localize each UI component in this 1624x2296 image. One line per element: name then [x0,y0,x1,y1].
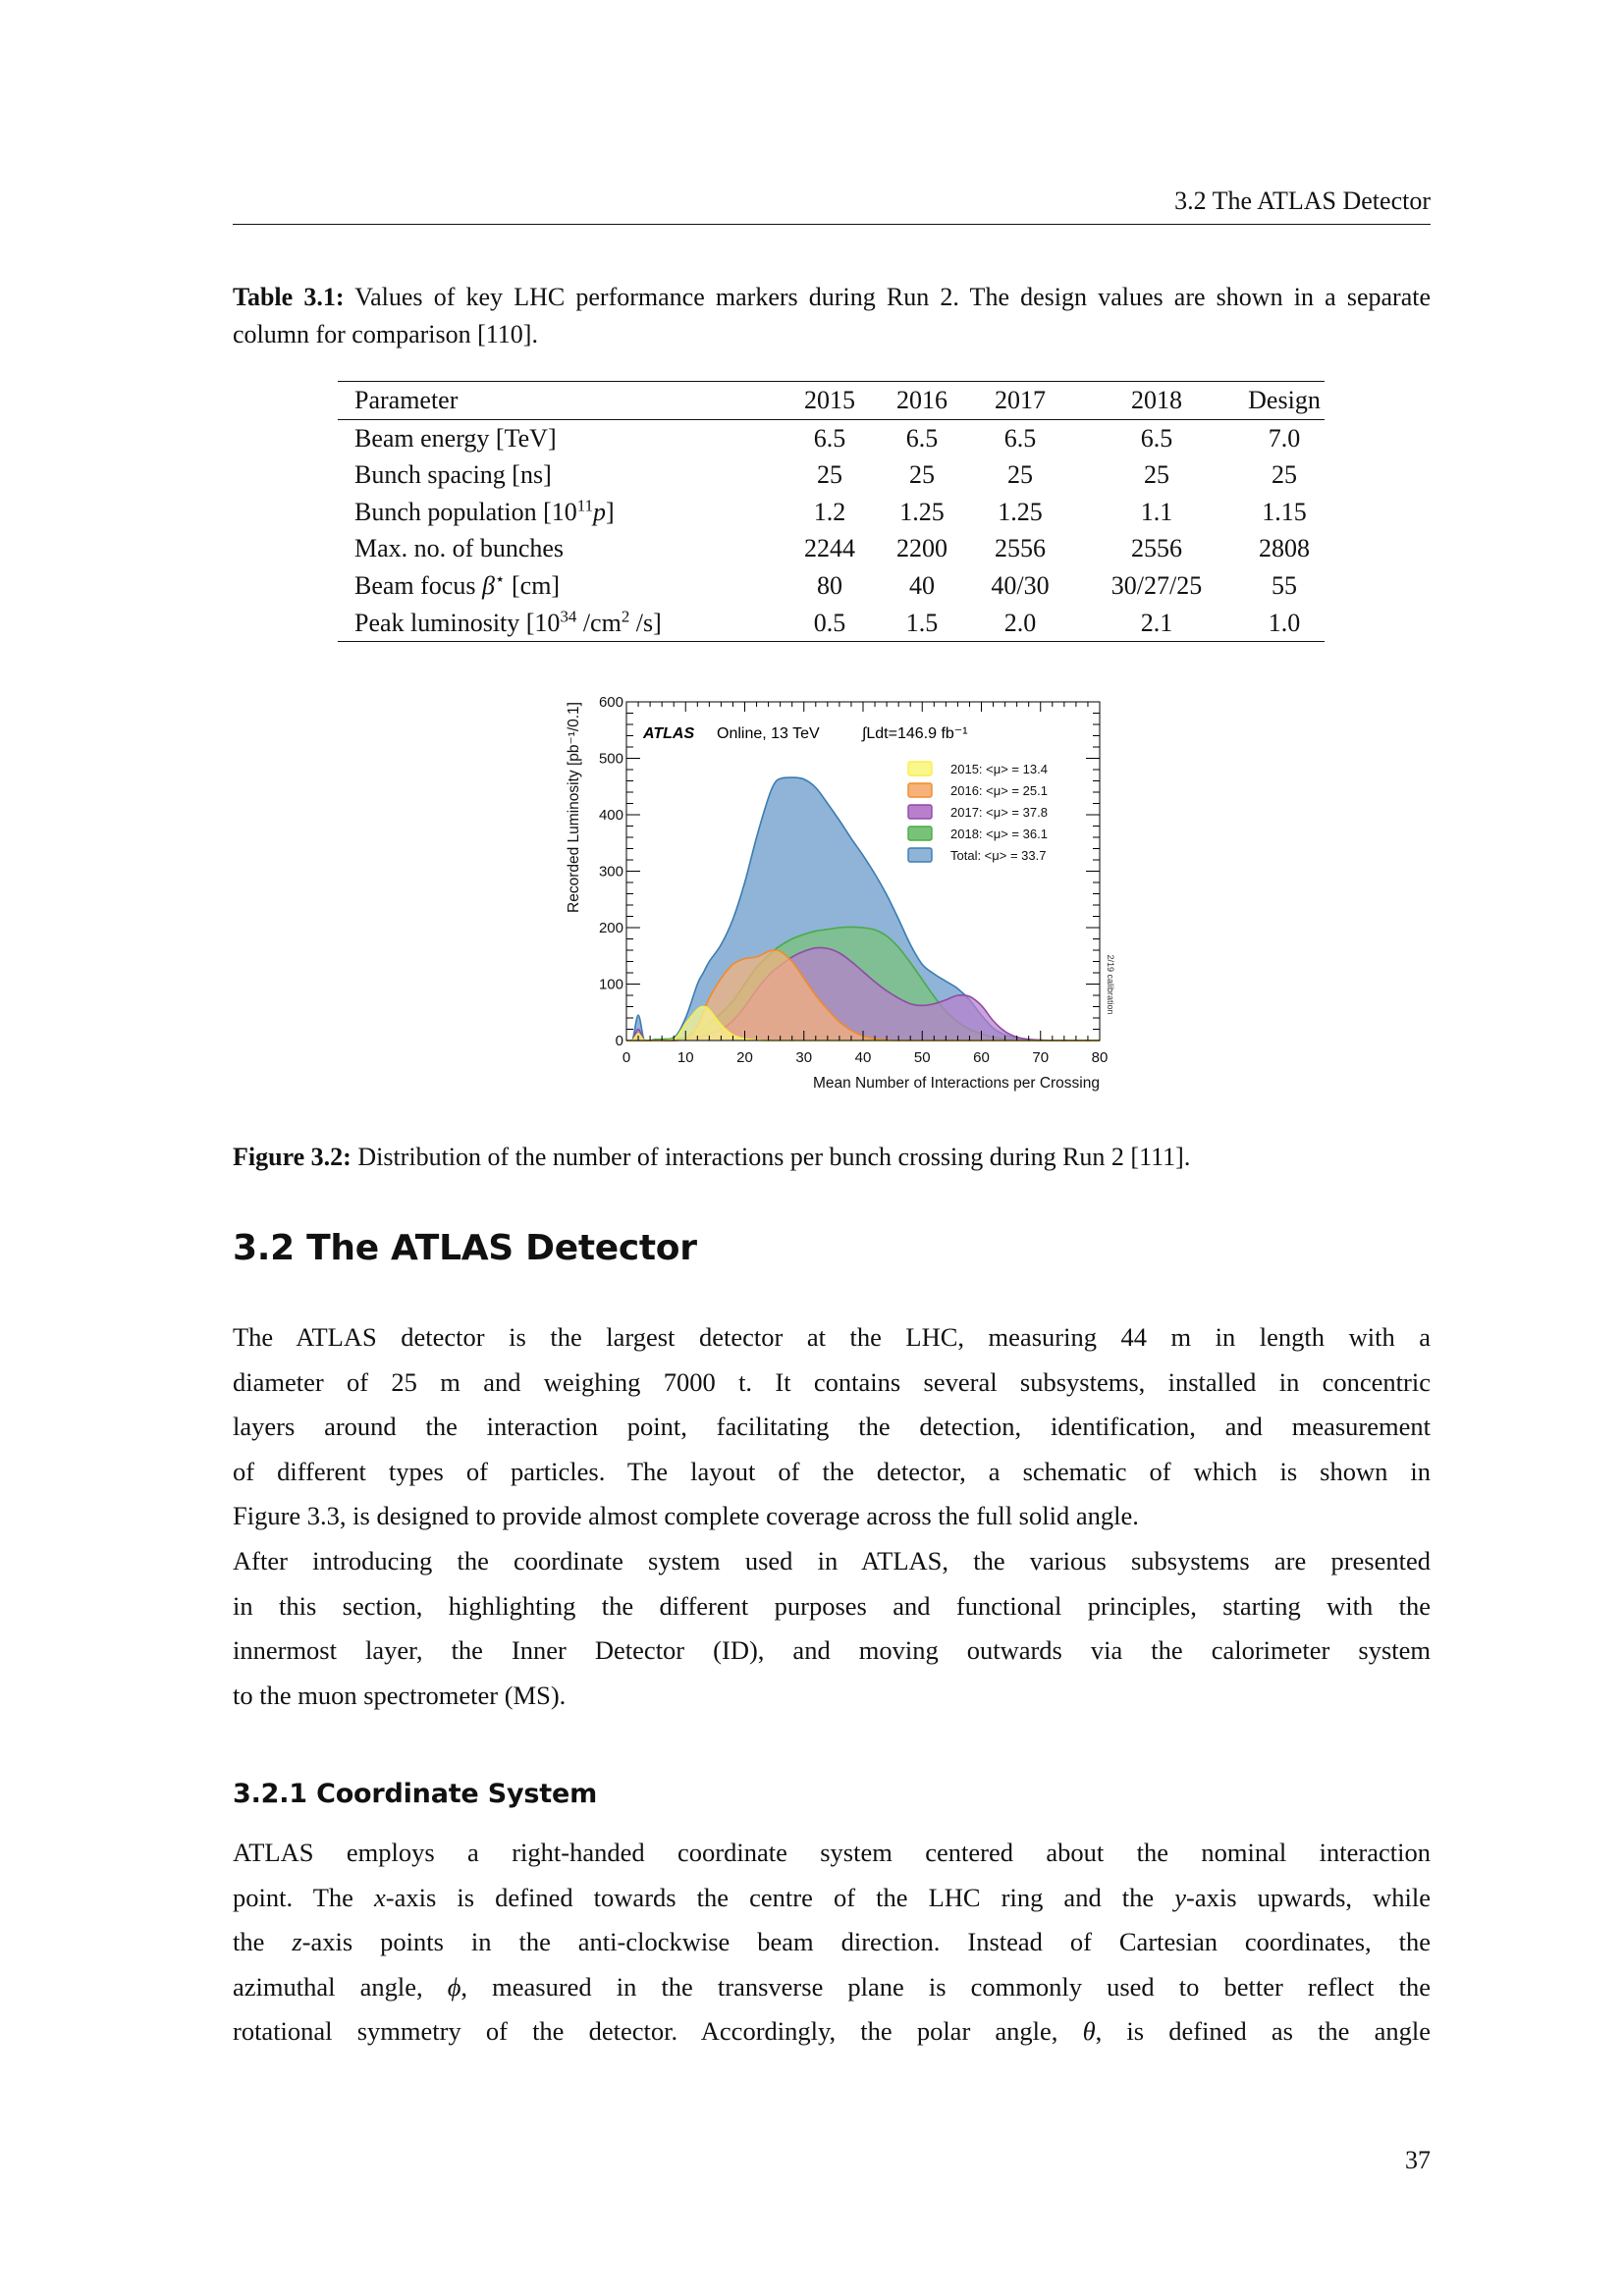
value-cell: 2.1 [1140,608,1173,637]
x-tick-label: 80 [1091,1049,1109,1066]
value-cell: 25 [1144,460,1169,490]
legend-label: 2018: <μ> = 36.1 [950,827,1048,841]
value-cell: 1.1 [1140,497,1173,526]
value-cell: 6.5 [1140,423,1173,453]
value-cell: 2556 [995,534,1046,563]
text-line: diameter of 25 m and weighing 7000 t. It contains several subsystems, installed in concentric [233,1366,1431,1397]
atlas-label: ATLAS [643,725,695,742]
param-text: /s] [629,608,662,637]
calibration-label: 2/19 calibration [1106,954,1115,1015]
table-caption [233,279,1431,353]
value-cell: 40/30 [991,570,1050,600]
text-line: in this section, highlighting the different purposes and functional principles, starting with the [233,1590,1431,1621]
subsection-heading: 3.2.1 Coordinate System [233,1779,598,1809]
performance-table [338,381,1325,642]
math-symbol: x [374,1882,386,1912]
subsection-paragraph [233,1831,1431,2055]
value-cell: 40 [909,570,935,600]
param-cell: Beam energy [TeV] [354,423,557,453]
x-tick-label: 60 [973,1049,990,1066]
param-sup: 2 [621,606,630,625]
param-cell [338,605,786,642]
value-cell: 2808 [1259,534,1310,563]
table-caption-label: Table 3.1: [233,283,345,311]
value-cell: 2244 [804,534,855,563]
param-text: Beam focus [354,570,482,600]
text-line: Figure 3.3, is designed to provide almost complete coverage across the full solid angle. [233,1501,1139,1531]
legend-label: Total: <μ> = 33.7 [950,848,1047,863]
x-tick-label: 70 [1032,1049,1050,1066]
value-cell: 2556 [1131,534,1182,563]
y-tick-label: 300 [598,863,623,881]
integrated-lumi-label: ∫Ldt=146.9 fb⁻¹ [862,725,968,742]
y-axis-label: Recorded Luminosity [pb⁻¹/0.1] [566,702,582,913]
text-line: rotational symmetry of the detector. Accordingly, the polar angle, θ, is defined as the angle [233,2016,1431,2047]
value-cell: 1.25 [998,497,1043,526]
param-italic: p [593,497,607,526]
legend-swatch [908,762,932,775]
header-2015: 2015 [804,386,855,414]
y-tick-label: 0 [615,1033,623,1049]
text-line: the z-axis points in the anti-clockwise beam direction. Instead of Cartesian coordinates, the [233,1927,1432,1957]
param-cell [338,494,786,531]
x-tick-label: 50 [913,1049,931,1066]
page-number: 37 [1405,2146,1431,2174]
value-cell: 2200 [896,534,947,563]
section-paragraph-2 [233,1539,1431,1718]
table-caption-text: Values of key LHC performance markers during Run 2. The design values are shown in a separate column for comparison [110]. [233,283,1431,348]
header-2017: 2017 [995,386,1046,414]
math-symbol: y [1174,1882,1187,1912]
value-cell: 1.2 [813,497,846,526]
value-cell: 6.5 [1003,423,1037,453]
value-cell: 30/27/25 [1110,570,1203,600]
running-head: 3.2 The ATLAS Detector [1174,187,1431,215]
x-tick-label: 20 [736,1049,753,1066]
figure-caption-text: Distribution of the number of interactions per bunch crossing during Run 2 [111]. [351,1143,1191,1171]
param-text: Peak luminosity [10 [354,608,561,637]
legend-swatch [908,848,932,862]
value-cell: 55 [1272,570,1297,600]
text-line: of different types of particles. The layout of the detector, a schematic of which is shown in [233,1456,1431,1486]
value-cell: 80 [817,570,842,600]
legend-label: 2017: <μ> = 37.8 [950,805,1048,820]
figure-caption [233,1139,1431,1176]
x-tick-label: 10 [677,1049,694,1066]
math-symbol: θ [1082,2016,1096,2047]
y-tick-label: 500 [598,750,623,768]
param-text: ] [606,497,615,526]
table-row [338,494,1325,531]
legend-label: 2016: <μ> = 25.1 [950,783,1048,798]
param-sup: 34 [560,606,577,625]
section-heading: 3.2 The ATLAS Detector [233,1228,697,1268]
param-sup: ⋆ [494,569,506,589]
text-line: The ATLAS detector is the largest detector at the LHC, measuring 44 m in length with a [233,1322,1431,1352]
param-italic: β [481,570,495,600]
section-paragraph-1 [233,1315,1431,1539]
x-tick-label: 0 [622,1049,631,1066]
math-symbol: z [292,1927,302,1957]
table-row [338,567,1325,605]
table-row [338,419,1325,456]
table-row [338,605,1325,642]
text-line: innermost layer, the Inner Detector (ID), and moving outwards via the calorimeter system [233,1635,1431,1666]
x-axis-label: Mean Number of Interactions per Crossing [812,1075,1100,1092]
math-symbol: ϕ [447,1971,461,2002]
value-cell: 2.0 [1003,608,1037,637]
value-cell: 1.0 [1268,608,1301,637]
value-cell: 6.5 [813,423,846,453]
text-line: azimuthal angle, ϕ, measured in the transverse plane is commonly used to better reflect the [233,1971,1432,2002]
pileup-chart [545,687,1134,1119]
param-text: [cm] [505,570,561,600]
header-2016: 2016 [896,386,947,414]
table-header-row [338,382,1325,420]
text-line: point. The x-axis is defined towards the centre of the LHC ring and the y-axis upwards, while [233,1882,1431,1912]
y-tick-label: 100 [598,976,623,993]
value-cell: 25 [1007,460,1033,490]
header-2018: 2018 [1131,386,1182,414]
figure-caption-label: Figure 3.2: [233,1143,352,1171]
param-sup: 11 [576,496,594,515]
table-row [338,456,1325,494]
value-cell: 25 [817,460,842,490]
text-line: ATLAS employs a right-handed coordinate system centered about the nominal interaction [233,1838,1431,1867]
param-cell [338,567,786,605]
param-cell: Max. no. of bunches [354,534,565,563]
text-line: layers around the interaction point, facilitating the detection, identification, and measurement [233,1412,1431,1442]
y-tick-label: 200 [598,920,623,936]
y-tick-label: 600 [598,694,623,711]
value-cell: 6.5 [905,423,939,453]
value-cell: 0.5 [813,608,846,637]
header-parameter: Parameter [354,386,459,414]
chart-svg [545,687,1134,1119]
legend-swatch [908,783,932,797]
text-line: to the muon spectrometer (MS). [233,1680,567,1710]
legend-swatch [908,827,932,840]
table-row [338,530,1325,567]
y-tick-label: 400 [598,807,623,824]
value-cell: 7.0 [1268,423,1301,453]
legend-swatch [908,805,932,819]
online-label: Online, 13 TeV [717,725,820,742]
value-cell: 1.15 [1262,497,1307,526]
x-tick-label: 30 [795,1049,813,1066]
header-rule [233,224,1431,225]
value-cell: 25 [1272,460,1297,490]
value-cell: 1.25 [899,497,945,526]
header-design: Design [1248,386,1321,414]
value-cell: 1.5 [905,608,939,637]
text-line: After introducing the coordinate system used in ATLAS, the various subsystems are presented [233,1546,1431,1575]
param-cell: Bunch spacing [ns] [354,460,552,490]
value-cell: 25 [909,460,935,490]
x-tick-label: 40 [854,1049,872,1066]
param-text: Bunch population [10 [354,497,577,526]
param-text: /cm [576,608,622,637]
legend-label: 2015: <μ> = 13.4 [950,762,1048,776]
